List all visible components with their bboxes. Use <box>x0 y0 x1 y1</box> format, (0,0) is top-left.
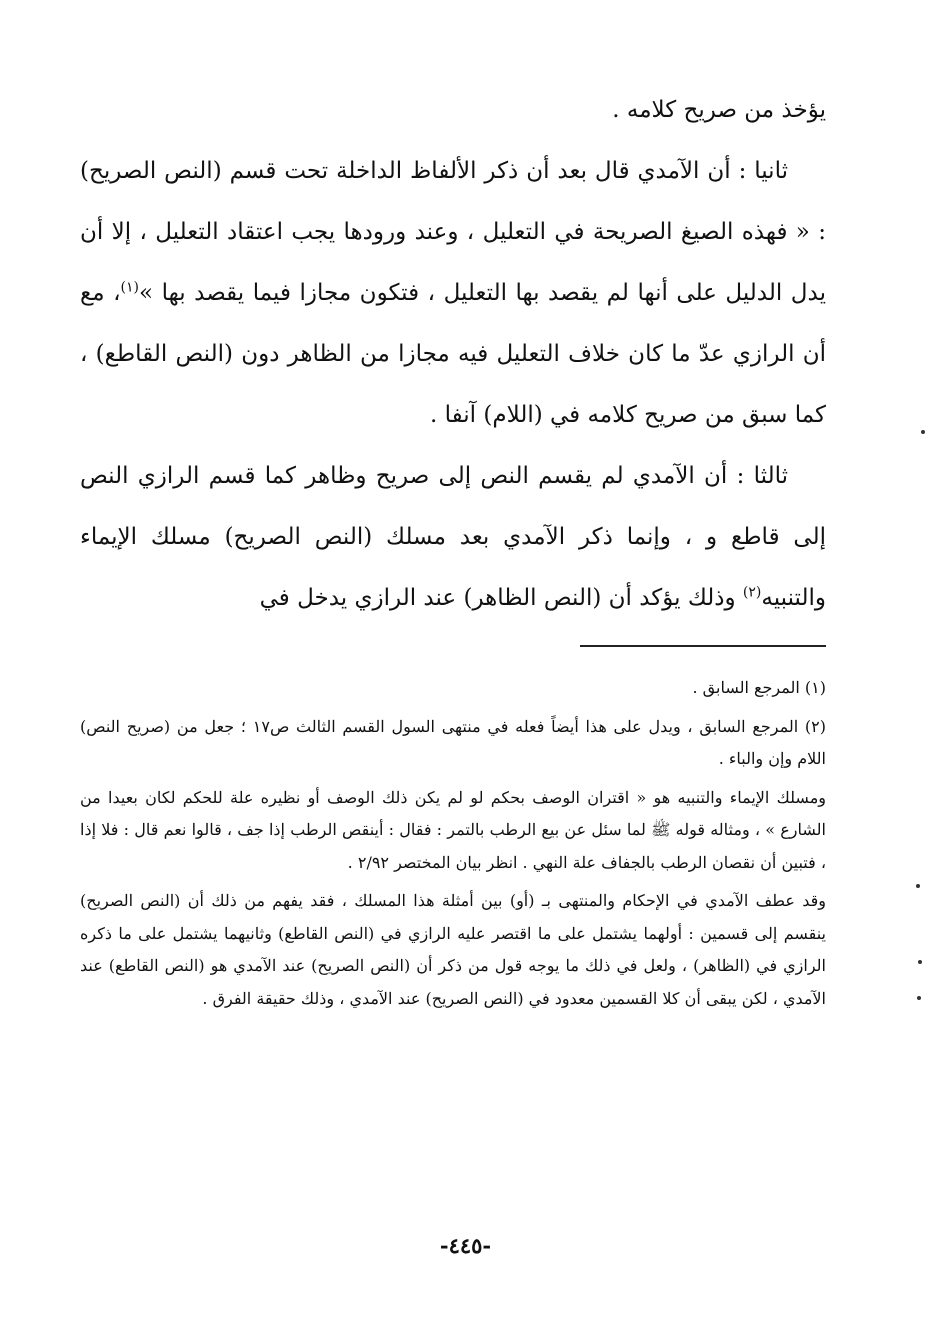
footnote-ref-2: (٢) <box>742 584 762 601</box>
footnote-2-note: وقد عطف الآمدي في الإحكام والمنتهى بـ (أو) بين أمثلة هذا المسلك ، فقد يفهم من ذلك أن (النص الصريح) ينقسم إلى قسمين : أولهما يشتمل على ما اقتصر عليه الرازي في (النص القاطع) وثانيهما يشتمل على ما ذكره الرازي في (الظاهر) ، ولعل في ذلك ما يوجه قول من ذكر أن (النص الصريح) عند الآمدي هو (النص القاطع) عند الآمدي ، لكن يبقى أن كلا القسمين معدود في (النص الصريح) عند الآمدي ، وذلك حقيقة الفرق . <box>80 891 826 1008</box>
paragraph-text: ثانيا : أن الآمدي قال بعد أن ذكر الألفاظ الداخلة تحت قسم (النص الصريح) : « فهذه الصيغ الصريحة في التعليل ، وعند ورودها يجب اعتقاد التعليل ، إلا أن يدل الدليل على أنها لم يقصد بها التعليل ، فتكون مجازا فيما يقصد بها » <box>80 158 826 306</box>
paragraph-text-tail: ، مع أن الرازي عدّ ما كان خلاف التعليل فيه مجازا من الظاهر دون (النص القاطع) ، كما سبق من صريح كلامه في (اللام) آنفا . <box>80 280 826 428</box>
main-text <box>80 80 826 629</box>
scan-speck <box>916 884 920 888</box>
footnote-1: (١) المرجع السابق . <box>692 678 826 697</box>
footnote-ref-1: (١) <box>120 279 139 296</box>
page-number: -٤٤٥- <box>439 1233 492 1258</box>
scan-speck <box>918 960 922 964</box>
footnote-2-explanation: ومسلك الإيماء والتنبيه هو « اقتران الوصف بحكم لو لم يكن ذلك الوصف أو نظيره علة للحكم لكان بعيدا من الشارع » ، ومثاله قوله ﷺ لما سئل عن بيع الرطب بالتمر : فقال : أينقص الرطب إذا جف ، قالوا نعم قال : فلا إذا ، فتبين أن نقصان الرطب بالجفاف علة النهي . انظر بيان المختصر ٢/٩٢ . <box>80 787 826 872</box>
scan-speck <box>921 430 925 434</box>
scan-speck <box>917 996 921 1000</box>
paragraph-continuation: يؤخذ من صريح كلامه . <box>612 97 826 123</box>
paragraph-text-tail: وذلك يؤكد أن (النص الظاهر) عند الرازي يدخل في <box>259 585 736 611</box>
footnote-separator <box>580 645 826 647</box>
paragraph-second-point <box>80 141 826 446</box>
footnotes <box>80 672 826 1015</box>
paragraph-text: ثالثا : أن الآمدي لم يقسم النص إلى صريح وظاهر كما قسم الرازي النص إلى قاطع و ، وإنما ذكر الآمدي بعد مسلك (النص الصريح) مسلك الإيماء والتنبيه <box>80 463 826 611</box>
footnote-2: (٢) المرجع السابق ، ويدل على هذا أيضاً فعله في منتهى السول القسم الثالث ص١٧ ؛ جعل من (صريح النص) اللام وإن والباء . <box>80 716 827 768</box>
paragraph-third-point <box>80 446 826 629</box>
